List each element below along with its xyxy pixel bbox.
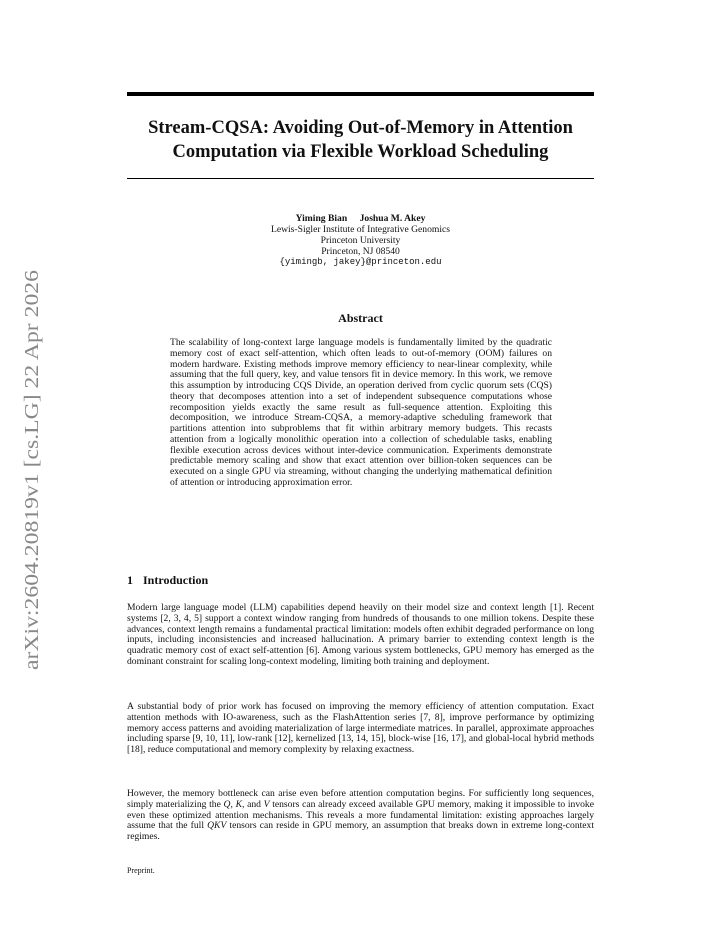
abstract-heading: Abstract [338, 311, 383, 325]
author-name: Yiming Bian [295, 213, 348, 224]
author-block [127, 213, 594, 268]
text-run: , and [241, 798, 264, 810]
section-number: 1 [127, 573, 133, 587]
author-email: {yimingb, jakey}@princeton.edu [279, 257, 442, 267]
arxiv-identifier-stamp [12, 260, 48, 680]
paper-title [127, 116, 594, 164]
intro-paragraph-1: Modern large language model (LLM) capabilities depend heavily on their model size and context length [1]. Recent systems [2, 3, 4, 5] support a context window ranging from hundreds of thousands to one million tokens. Despite these advances, context length remains a fundamental practical limitation: models often exhibit degraded performance on long inputs, including inconsistencies and increased hallucination. A primary barrier to extending context length is the quadratic memory cost of exact self-attention [6]. Among various system bottlenecks, GPU memory has emerged as the dominant constraint for scaling long-context modeling, limiting both training and deployment. [127, 602, 594, 667]
title-line-2: Computation via Flexible Workload Scheduling [172, 142, 549, 162]
abstract-text: The scalability of long-context large language models is fundamentally limited by the quadratic memory cost of exact self-attention, which often leads to out-of-memory (OOM) failures on modern hardware. Existing methods improve memory efficiency to near-linear complexity, while assuming that the full query, key, and value tensors fit in device memory. In this work, we remove this assumption by introducing CQS Divide, an operation derived from cyclic quorum sets (CQS) theory that decomposes attention into a set of independent subsequence computations whose recomposition yields exactly the same result as full-sequence attention. Exploiting this decomposition, we introduce Stream-CQSA, a memory-adaptive scheduling framework that partitions attention into subproblems that fit within arbitrary memory budgets. This recasts attention from a logically monolithic operation into a collection of schedulable tasks, enabling flexible execution across devices without inter-device communication. Experiments demonstrate predictable memory scaling and show that exact attention over billion-token sequences can be executed on a single GPU via streaming, without changing the underlying mathematical definition of attention or introducing approximation error. [170, 337, 552, 488]
text-run: , [230, 798, 236, 810]
preprint-footer: Preprint. [127, 866, 155, 875]
intro-paragraph-2: A substantial body of prior work has focused on improving the memory efficiency of attention computation. Exact attention methods with IO-awareness, such as the FlashAttention series [7, 8], improve performance by optimizing memory access patterns and avoiding materialization of large intermediate matrices. In parallel, approximate approaches including sparse [9, 10, 11], low-rank [12], kernelized [13, 14, 15], block-wise [16, 17], and global-local hybrid methods [18], reduce computational and memory complexity by relaxing exactness. [127, 701, 594, 755]
text-run: tensors can reside in GPU memory, an assumption that breaks down in extreme long-context regimes. [127, 820, 595, 842]
math-symbol: QKV [207, 820, 227, 832]
text-run: tensors can already exceed available GPU memory, making it impossible to invoke even these optimized attention mechanisms. This reveals a more fundamental limitation: existing approaches largely assume that the full [127, 798, 594, 832]
affiliation-line: Princeton University [320, 235, 401, 246]
section-heading-introduction [127, 573, 594, 588]
affiliation-line: Princeton, NJ 08540 [321, 246, 400, 257]
author-name: Joshua M. Akey [359, 213, 426, 224]
math-symbol: K [235, 798, 242, 810]
title-top-rule [127, 92, 594, 96]
intro-paragraph-3 [127, 789, 594, 843]
section-title: Introduction [143, 573, 209, 587]
title-line-1: Stream-CQSA: Avoiding Out-of-Memory in Attention [148, 118, 573, 138]
author-names [127, 213, 594, 224]
math-symbol: Q [223, 798, 231, 810]
title-bottom-rule [127, 178, 594, 179]
math-symbol: V [263, 798, 270, 810]
arxiv-stamp-text: arXiv:2604.20819v1 [cs.LG] 22 Apr 2026 [21, 323, 43, 670]
text-run: However, the memory bottleneck can arise even before attention computation begins. For sufficiently long sequences, simply materializing the [127, 788, 594, 810]
affiliation-line: Lewis-Sigler Institute of Integrative Genomics [270, 224, 451, 235]
